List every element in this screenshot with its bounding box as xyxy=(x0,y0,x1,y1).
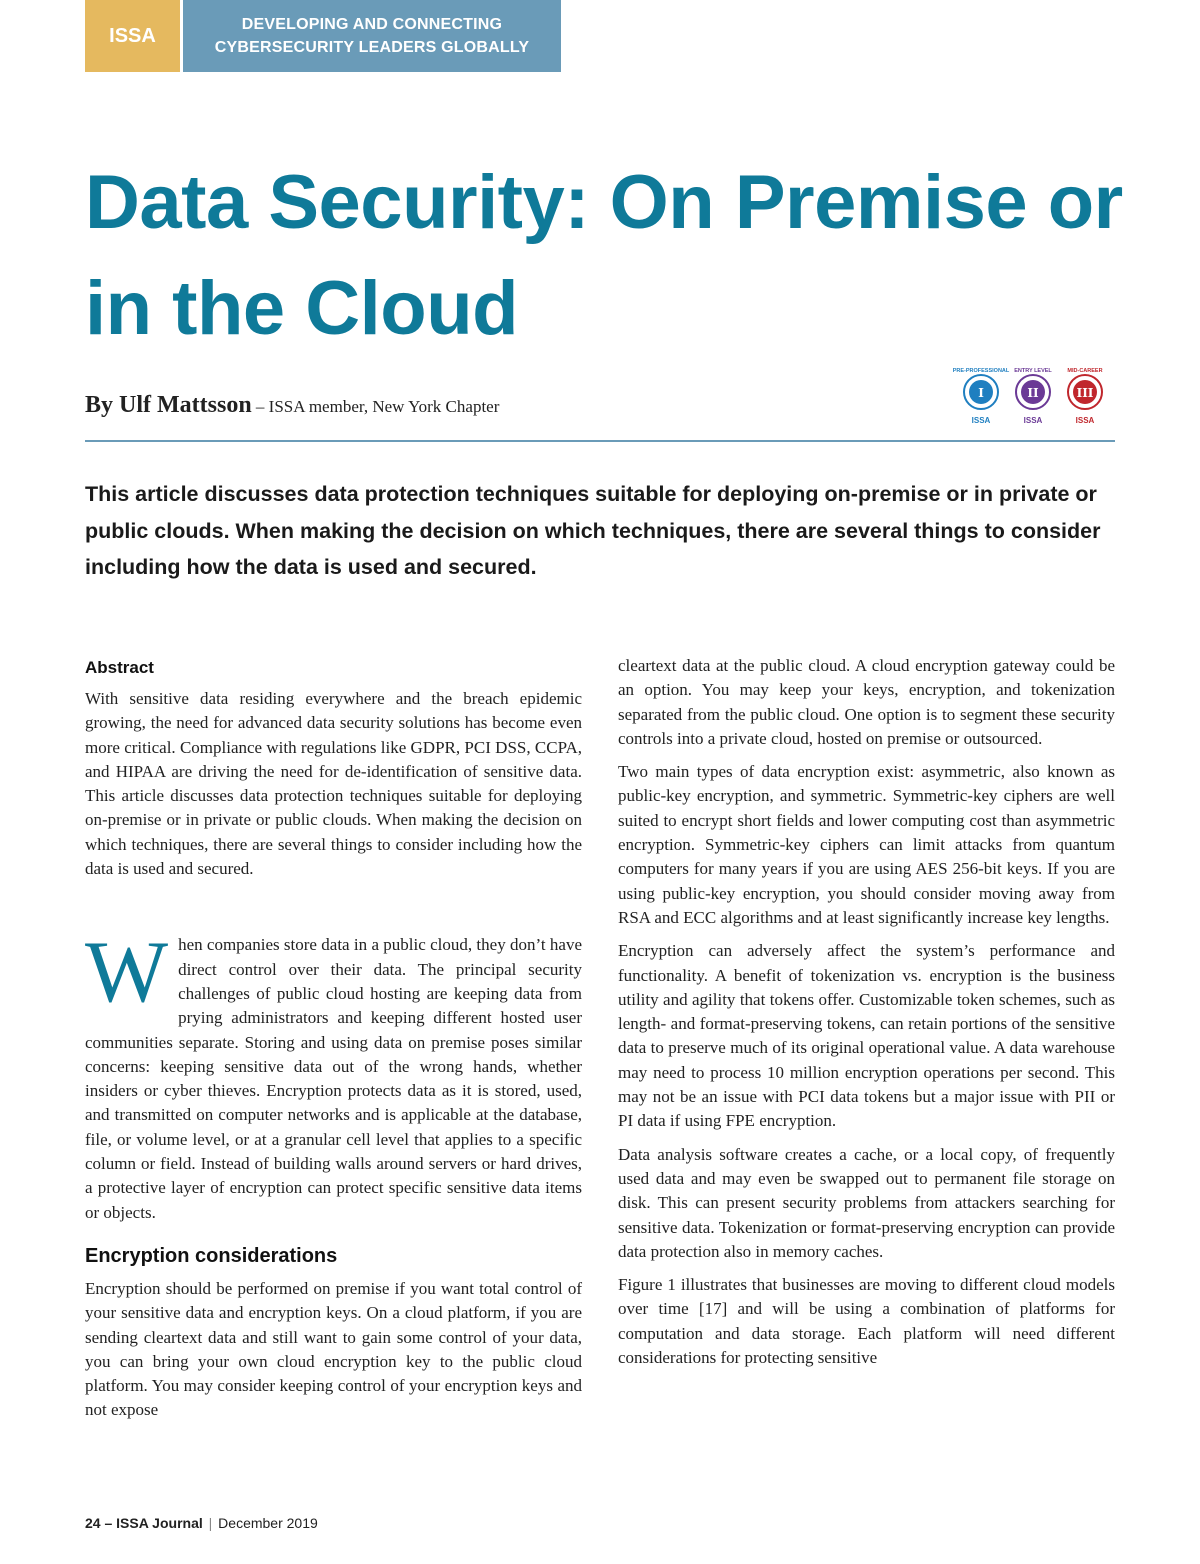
intro-paragraph xyxy=(85,924,582,1225)
article-title: Data Security: On Premise or in the Cloud xyxy=(85,160,1123,351)
section-heading-encryption: Encryption considerations xyxy=(85,1244,338,1267)
footer-page-journal: 24 – ISSA Journal xyxy=(85,1515,203,1531)
right-paragraph-5: Figure 1 illustrates that businesses are moving to different cloud models over time [17] and will be using a combination of platforms for computation and data storage. Each platform will need different considerations for protecting sensitive xyxy=(618,1275,1115,1368)
right-paragraph-2: Two main types of data encryption exist: asymmetric, also known as public-key encryption, and symmetric. Symmetric-key ciphers are well suited to encrypt short fields and lower computing cost than asymmetric encryption. Symmetric-key ciphers can limit attacks from quantum computers for many years if you are using AES 256-bit keys. If you are using public-key encryption, you should consider moving away from RSA and ECC algorithms and at least significantly increase key lengths. xyxy=(618,762,1115,927)
badge-org: ISSA xyxy=(971,416,991,425)
badge-org: ISSA xyxy=(1075,416,1095,425)
badge-level: I xyxy=(978,386,984,400)
header-rule xyxy=(85,440,1115,442)
badge-entry-level xyxy=(1014,368,1052,425)
badge-label: MID-CAREER xyxy=(1067,368,1103,374)
badge-mid-career xyxy=(1067,368,1102,425)
header-banner xyxy=(85,0,561,72)
badge-org: ISSA xyxy=(1023,416,1043,425)
tagline-line-1: DEVELOPING AND CONNECTING xyxy=(241,16,503,33)
abstract-text: With sensitive data residing everywhere and the breach epidemic growing, the need for advanced data security solutions has become even more critical. Compliance with regulations like GDPR, PCI DSS, CCPA, and HIPAA are driving the need for de-identification of sensitive data. This article discusses data protection techniques suitable for deploying on-premise or in private or public clouds. When making the decision on which techniques, there are several things to consider including how the data is used and secured. xyxy=(85,689,582,879)
encryption-paragraph-1: Encryption should be performed on premise if you want total control of your sensitive data and encryption keys. On a cloud platform, if you are sending cleartext data and still want to gain some control of your data, you can bring your own cloud encryption key to the public cloud platform. You may consider keeping control of your encryption keys and not expose xyxy=(85,1278,582,1420)
tagline xyxy=(183,0,561,72)
abstract-heading: Abstract xyxy=(85,658,154,677)
intro-text: hen companies store data in a public cloud, they don’t have direct control over their data. The principal security challenges of public cloud hosting are keeping data from prying administrators and keeping different hosted user communities separate. Storing and using data on premise poses similar concerns: keeping sensitive data out of the wrong hands, whether insiders or cyber thieves. Encryption protects data as it is stored, used, and transmitted on computer networks and is applicable at the database, file, or volume level, or at a granular cell level that applies to a specific column or field. Instead of building walls around servers or hard drives, a protective layer of encryption can protect specific sensitive data items or objects. xyxy=(85,935,582,1222)
badge-label: ENTRY LEVEL xyxy=(1014,368,1052,374)
author-name: By Ulf Mattsson xyxy=(85,392,252,418)
tagline-line-2: CYBERSECURITY LEADERS GLOBALLY xyxy=(214,39,530,56)
drop-cap: W xyxy=(85,924,169,1022)
right-paragraph-3: Encryption can adversely affect the system’s performance and functionality. A benefit of tokenization vs. encryption is the business utility and agility that tokens offer. Customizable token schemes, such as length- and format-preserving tokens, can retain portions of the sensitive data to preserve much of its original operational value. A data warehouse may need to process 10 million encryption operations per second. This may not be an issue with PCI data tokens but a major issue with PII or PI data if using FPE encryption. xyxy=(618,941,1115,1131)
issa-tag: ISSA xyxy=(85,0,180,72)
right-column xyxy=(618,654,1115,1379)
author-affiliation: – ISSA member, New York Chapter xyxy=(251,397,500,416)
badge-label: PRE-PROFESSIONAL xyxy=(952,368,1010,374)
article-lede: This article discusses data protection techniques suitable for deploying on-premise or in private or public clouds. When making the decision on which techniques, there are several things to consider including how the data is used and secured. xyxy=(85,482,1101,579)
badge-pre-professional xyxy=(953,368,1010,425)
badge-level: III xyxy=(1076,386,1094,400)
left-column xyxy=(85,654,582,1432)
page-footer xyxy=(85,1515,318,1531)
right-paragraph-1: cleartext data at the public cloud. A cloud encryption gateway could be an option. You may keep your keys, encryption, and tokenization separated from the public cloud. One option is to segment these security controls into a private cloud, hosted on premise or outsourced. xyxy=(618,656,1115,748)
level-badges xyxy=(948,366,1118,426)
right-paragraph-4: Data analysis software creates a cache, or a local copy, of frequently used data and may even be swapped out to permanent file storage on disk. This can present security problems from attackers searching for sensitive data. Tokenization or format-preserving encryption can provide data protection also in memory caches. xyxy=(618,1144,1115,1261)
badge-level: II xyxy=(1027,386,1039,400)
byline xyxy=(85,392,499,419)
footer-date: December 2019 xyxy=(214,1515,318,1531)
footer-separator: | xyxy=(208,1515,213,1531)
